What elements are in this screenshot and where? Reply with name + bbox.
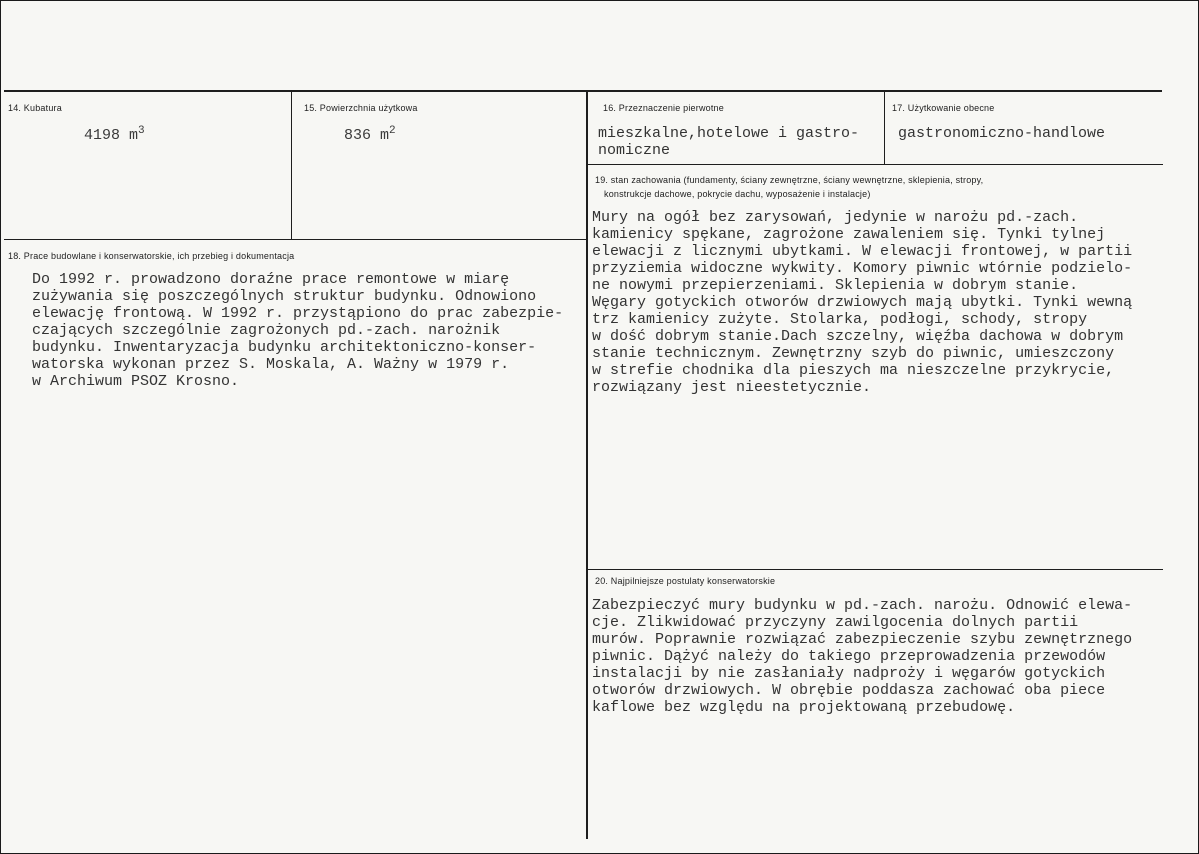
text-line: elewacji z licznymi ubytkami. W elewacji frontowej, w partii [592, 243, 1133, 260]
text-line: czających szczególnie zagrożonych pd.-zach. narożnik [32, 322, 501, 339]
rule-below-16-17 [588, 164, 1163, 165]
field-15-label: 15. Powierzchnia użytkowa [304, 103, 418, 113]
divider-16-17 [884, 92, 885, 164]
text-line: stanie technicznym. Zewnętrzny szyb do piwnic, umieszczony [592, 345, 1115, 362]
volume-unit-exponent: 3 [138, 125, 145, 137]
text-line: Mury na ogół bez zarysowań, jedynie w narożu pd.-zach. [592, 209, 1079, 226]
text-line: przyziemia widoczne wykwity. Komory piwnic wtórnie podzielo- [592, 260, 1133, 277]
field-20-label: 20. Najpilniejsze postulaty konserwatorskie [595, 576, 776, 586]
text-line: w dość dobrym stanie.Dach szczelny, więźba dachowa w dobrym [592, 328, 1124, 345]
text-line: w Archiwum PSOZ Krosno. [32, 373, 240, 390]
text-line: murów. Poprawnie rozwiązać zabezpieczenie szybu zewnętrznego [592, 631, 1133, 648]
text-line: instalacji by nie zasłaniały nadproży i węgarów gotyckich [592, 665, 1106, 682]
field-14-label: 14. Kubatura [8, 103, 62, 113]
field-15-value [344, 125, 396, 144]
field-19-text [592, 209, 1132, 396]
text-line: rozwiązany jest nieestetycznie. [592, 379, 872, 396]
main-divider [586, 92, 588, 839]
text-line: mieszkalne,hotelowe i gastro- [598, 125, 860, 142]
field-18-text [32, 271, 563, 390]
field-16-label: 16. Przeznaczenie pierwotne [603, 103, 724, 113]
rule-above-20 [588, 569, 1163, 570]
divider-14-15 [291, 92, 292, 240]
text-line: budynku. Inwentaryzacja budynku architektoniczno-konser- [32, 339, 537, 356]
text-line: cje. Zlikwidować przyczyny zawilgocenia dolnych partii [592, 614, 1079, 631]
text-line: w strefie chodnika dla pieszych ma nieszczelne przykrycie, [592, 362, 1115, 379]
text-line: watorska wykonan przez S. Moskala, A. Ważny w 1979 r. [32, 356, 510, 373]
text-line: nomiczne [598, 142, 671, 159]
area-unit-exponent: 2 [389, 125, 396, 137]
text-line: ne nowymi przepierzeniami. Sklepienia w dobrym stanie. [592, 277, 1079, 294]
text-line: kamienicy spękane, zagrożone zawaleniem się. Tynki tylnej [592, 226, 1106, 243]
text-line: zużywania się poszczególnych struktur budynku. Odnowiono [32, 288, 537, 305]
top-rule [4, 90, 1162, 92]
field-20-text [592, 597, 1132, 716]
text-line: otworów drzwiowych. W obrębie poddasza zachować oba piece [592, 682, 1106, 699]
text-line: Zabezpieczyć mury budynku w pd.-zach. narożu. Odnowić elewa- [592, 597, 1133, 614]
text-line: Do 1992 r. prowadzono doraźne prace remontowe w miarę [32, 271, 510, 288]
volume-value: 4198 m [84, 127, 139, 144]
text-line: kaflowe bez względu na projektowaną przebudowę. [592, 699, 1016, 716]
field-17-label: 17. Użytkowanie obecne [892, 103, 995, 113]
text-line: piwnic. Dążyć należy do takiego przeprowadzenia przewodów [592, 648, 1106, 665]
text-line: elewację frontową. W 1992 r. przystąpiono do prac zabezpie- [32, 305, 564, 322]
text-line: trz kamienicy zużyte. Stolarka, podłogi, schody, stropy [592, 311, 1088, 328]
field-19-label-line1: 19. stan zachowania (fundamenty, ściany zewnętrzne, ściany wewnętrzne, sklepienia, stropy, [595, 175, 984, 185]
field-14-value [84, 125, 145, 144]
area-value: 836 m [344, 127, 390, 144]
text-line: Węgary gotyckich otworów drzwiowych mają ubytki. Tynki wewną [592, 294, 1133, 311]
field-16-value [598, 125, 859, 159]
rule-above-18 [4, 239, 587, 240]
field-19-label-line2: konstrukcje dachowe, pokrycie dachu, wyposażenie i instalacje) [604, 189, 871, 199]
field-17-value: gastronomiczno-handlowe [898, 125, 1106, 142]
field-18-label: 18. Prace budowlane i konserwatorskie, ich przebieg i dokumentacja [8, 251, 295, 261]
